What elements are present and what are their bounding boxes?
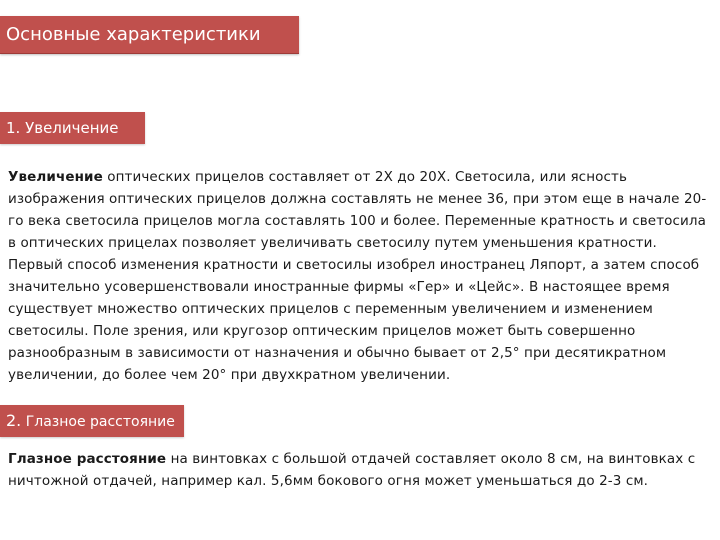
slide-title: Основные характеристики <box>0 16 299 54</box>
section-heading-eye-relief <box>0 405 184 437</box>
section-heading-label: Глазное расстояние <box>25 414 175 430</box>
section-heading-magnification <box>0 112 145 144</box>
section-heading-label: Увеличение <box>25 119 119 137</box>
paragraph-lead-term: Глазное расстояние <box>8 451 167 467</box>
paragraph-body: на винтовках с большой отдачей составляет около 8 см, на винтовках с ничтожной отдачей, например кал. 5,6мм бокового огня может уменьшаться до 2-3 см. <box>8 451 696 489</box>
section-number: 2. <box>6 411 22 430</box>
section-number: 1. <box>6 119 21 137</box>
eye-relief-paragraph <box>8 448 716 492</box>
paragraph-body: оптических прицелов составляет от 2Х до 20Х. Светосила, или ясность изображения оптических прицелов должна составлять не менее 36, при этом еще в начале 20-го века светосила прицелов могла составлять 100 и более. Переменные кратность и светосила в оптических прицелах позволяет увеличивать светосилу путем уменьшения кратности. Первый способ изменения кратности и светосилы изобрел иностранец Ляпорт, а затем способ значительно усовершенствовали иностранные фирмы «Гер» и «Цейс». В настоящее время существует множество оптических прицелов с переменным увеличением и изменением светосилы. Поле зрения, или кругозор оптическим прицелов может быть совершенно разнообразным в зависимости от назначения и обычно бывает от 2,5° при десятикратном увеличении, до более чем 20° при двухкратном увеличении. <box>8 169 707 383</box>
magnification-paragraph <box>8 166 716 386</box>
paragraph-lead-term: Увеличение <box>8 169 103 185</box>
